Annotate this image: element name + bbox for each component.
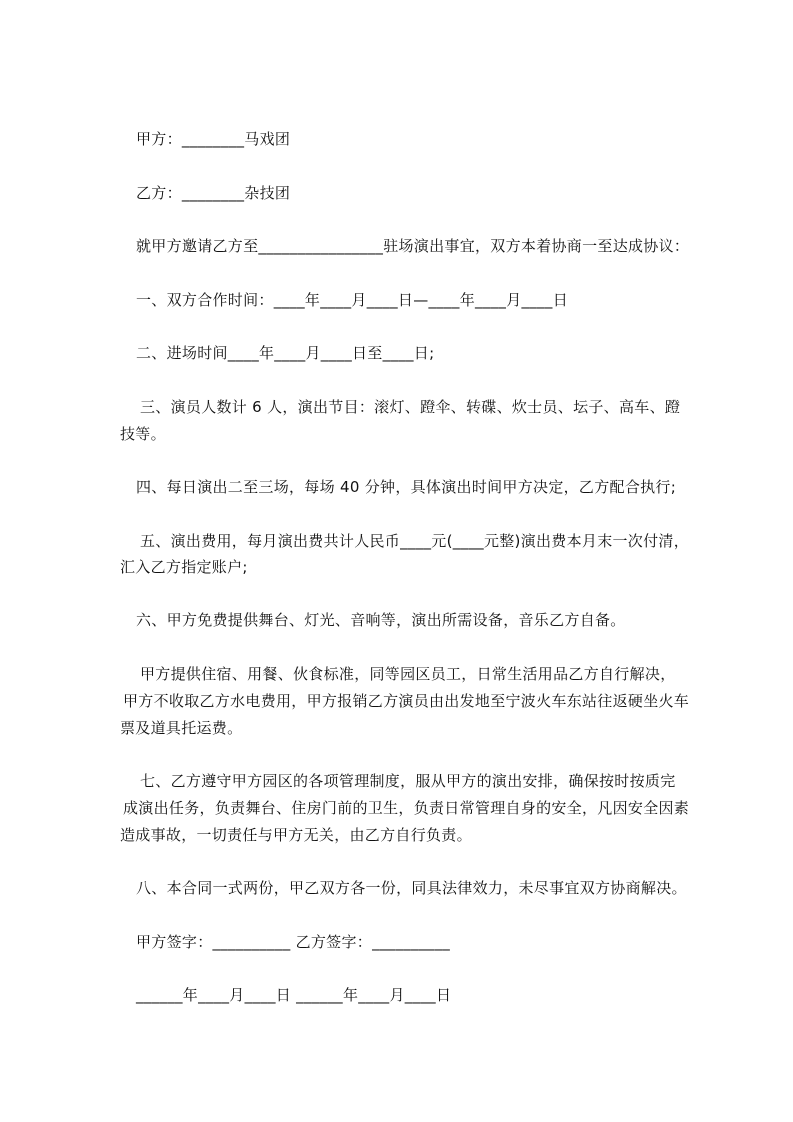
clause-6-detail-line-3: 票及道具托运费。 (120, 719, 243, 737)
clause-2: 二、进场时间____年____月____日至____日; (136, 344, 435, 362)
clause-7-line-2: 成演出任务，负责舞台、住房门前的卫生，负责日常管理自身的安全，凡因安全因素 (123, 799, 690, 817)
clause-8: 八、本合同一式两份，甲乙双方各一份，同具法律效力，未尽事宜双方协商解决。 (136, 879, 687, 897)
party-a-line: 甲方：________马戏团 (136, 130, 291, 148)
clause-7-line-1: 七、乙方遵守甲方园区的各项管理制度，服从甲方的演出安排，确保按时按质完 (140, 772, 676, 790)
date-line: ______年____月____日 ______年____月____日 (136, 986, 452, 1004)
clause-5-line-2: 汇入乙方指定账户; (120, 558, 248, 576)
clause-6-detail-line-2: 甲方不收取乙方水电费用，甲方报销乙方演员由出发地至宁波火车东站往返硬坐火车 (123, 692, 690, 710)
signature-line: 甲方签字：__________ 乙方签字：__________ (136, 933, 451, 951)
clause-5-line-1: 五、演出费用，每月演出费共计人民币____元(____元整)演出费本月末一次付清， (140, 532, 690, 550)
clause-3-line-2: 技等。 (120, 425, 166, 443)
party-b-line: 乙方：________杂技团 (136, 184, 291, 202)
clause-4: 四、每日演出二至三场，每场 40 分钟，具体演出时间甲方决定，乙方配合执行; (136, 478, 677, 496)
clause-7-line-3: 造成事故，一切责任与甲方无关，由乙方自行负责。 (120, 826, 472, 844)
clause-1: 一、双方合作时间：____年____月____日—____年____月____日 (136, 291, 569, 309)
clause-6-detail-line-1: 甲方提供住宿、用餐、伙食标准，同等园区员工，日常生活用品乙方自行解决， (140, 665, 676, 683)
clause-6: 六、甲方免费提供舞台、灯光、音响等，演出所需设备，音乐乙方自备。 (136, 611, 626, 629)
clause-3-line-1: 三、演员人数计 6 人，演出节目：滚灯、蹬伞、转碟、炊士员、坛子、高车、蹬 (140, 398, 681, 416)
preamble-line: 就甲方邀请乙方至________________驻场演出事宜，双方本着协商一至达成协议： (136, 237, 690, 255)
